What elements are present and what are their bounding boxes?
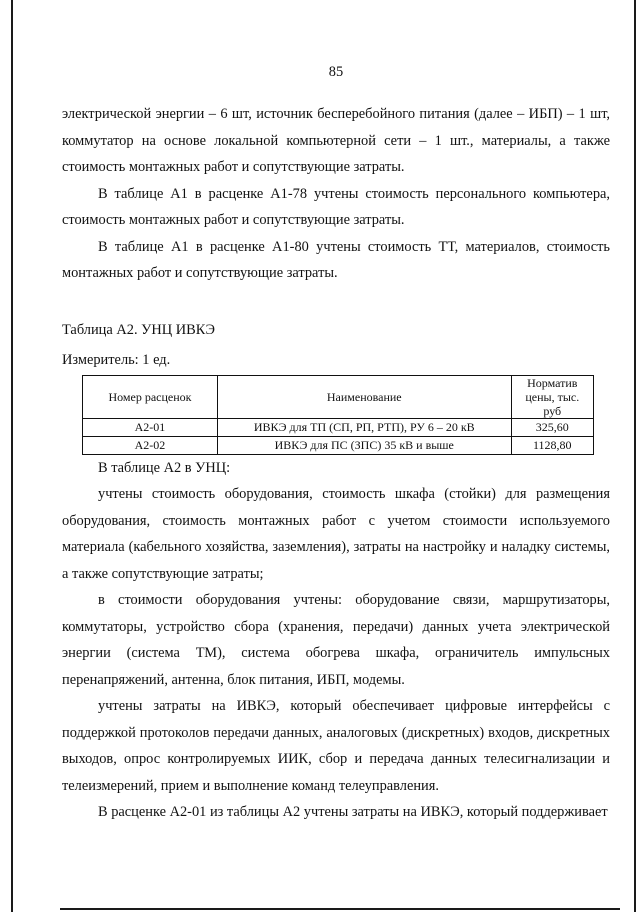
paragraph-ivke-interfaces: учтены затраты на ИВКЭ, который обеспечивает цифровые интерфейсы с поддержкой протоколов передачи данных, аналоговых (дискретных) входов, дискретных выходов, опрос контролируемых ИИК, сбор и передача данных телесигнализации и телеизмерений, прием и выполнение команд телеуправления. [62, 698, 610, 794]
table-caption: Таблица А2. УНЦ ИВКЭ [62, 321, 215, 338]
row-price: 325,60 [511, 418, 593, 436]
paragraph-a1-78: В таблице А1 в расценке А1-78 учтены стоимость персонального компьютера, стоимость монтажных работ и сопутствующие затраты. [62, 185, 610, 228]
header-price: Норматив цены, тыс. руб [511, 375, 593, 418]
price-table [82, 375, 594, 455]
table-row [83, 418, 594, 436]
scan-border-bottom [60, 908, 620, 910]
row-name: ИВКЭ для ТП (СП, РП, РТП), РУ 6 – 20 кВ [217, 418, 511, 436]
table-row [83, 436, 594, 454]
table-unit: Измеритель: 1 ед. [62, 351, 171, 368]
header-name: Наименование [217, 375, 511, 418]
paragraph-equipment: в стоимости оборудования учтены: оборудование связи, маршрутизаторы, коммутаторы, устройство сбора (хранения, передачи) данных учета электрической энергии (система ТМ), система обогрева шкафа, ограничитель импульсных перенапряжений, антенна, блок питания, ИБП, модемы. [62, 592, 610, 688]
header-code: Номер расценок [83, 375, 218, 418]
paragraph-table-intro: В таблице А2 в УНЦ: [98, 459, 231, 476]
row-name: ИВКЭ для ПС (ЗПС) 35 кВ и выше [217, 436, 511, 454]
row-code: А2-02 [83, 436, 218, 454]
paragraph-a1-80: В таблице А1 в расценке А1-80 учтены стоимость ТТ, материалов, стоимость монтажных работ и сопутствующие затраты. [62, 238, 610, 281]
page-number: 85 [328, 64, 344, 80]
row-price: 1128,80 [511, 436, 593, 454]
paragraph-continuation: электрической энергии – 6 шт, источник бесперебойного питания (далее – ИБП) – 1 шт, коммутатор на основе локальной компьютерной сети – 1 шт., материалы, а также стоимость монтажных работ и сопутствующие затраты. [62, 106, 610, 175]
scan-border-right [634, 0, 636, 912]
paragraph-a2-01: В расценке А2-01 из таблицы А2 учтены затраты на ИВКЭ, который поддерживает [98, 804, 608, 820]
table-header-row [83, 375, 594, 418]
row-code: А2-01 [83, 418, 218, 436]
document-page [62, 60, 610, 826]
scan-border-left [11, 0, 13, 912]
paragraph-costs-included: учтены стоимость оборудования, стоимость шкафа (стойки) для размещения оборудования, стоимость монтажных работ с учетом стоимости используемого материала (кабельного хозяйства, заземления), затраты на настройку и наладку системы, а также сопутствующие затраты; [62, 486, 610, 582]
